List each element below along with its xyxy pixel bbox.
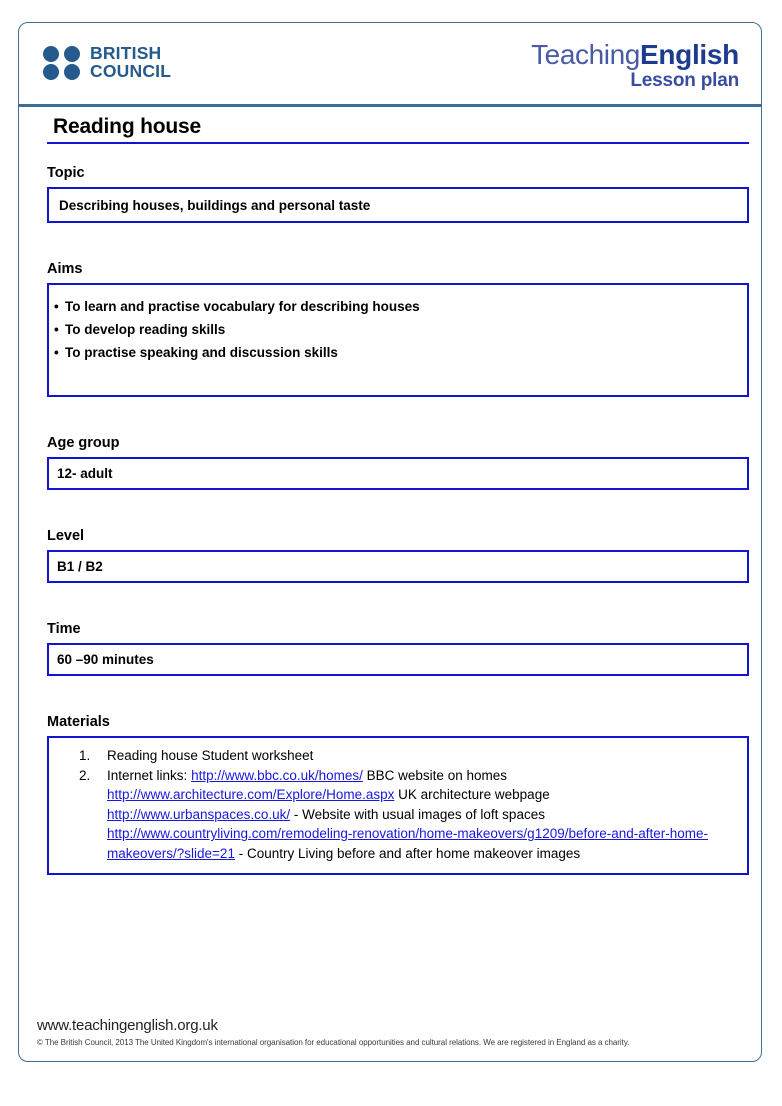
- title-underline: [47, 142, 749, 144]
- link-note: BBC website on homes: [362, 767, 507, 783]
- aims-box: [47, 283, 749, 397]
- list-number: 2.: [79, 767, 91, 783]
- link-countryliving-makeovers[interactable]: http://www.countryliving.com/remodeling-renovation/home-makeovers/g1209/before-and-after-home-makeovers/?slide=21: [107, 826, 709, 861]
- aim-item: • To practise speaking and discussion skills: [49, 341, 747, 364]
- aim-item: • To develop reading skills: [49, 318, 747, 341]
- section-label-age-group: Age group: [47, 435, 120, 451]
- level-value: B1 / B2: [57, 559, 103, 574]
- section-materials: [33, 714, 751, 875]
- material-sub-line: [107, 824, 739, 863]
- material-sub-line: [107, 785, 739, 805]
- section-label-level: Level: [47, 528, 85, 544]
- link-note: UK architecture webpage: [394, 787, 550, 803]
- english-word: English: [639, 39, 739, 70]
- spacer: [33, 490, 751, 528]
- section-time: [33, 621, 751, 676]
- list-item: [79, 746, 739, 766]
- materials-box: [47, 736, 749, 875]
- four-dots-logo-icon: [43, 46, 82, 80]
- topic-box: [47, 187, 749, 223]
- spacer: [33, 676, 751, 714]
- section-label-aims: Aims: [47, 261, 83, 277]
- document-header: [19, 23, 761, 103]
- aim-item: • To learn and practise vocabulary for describing houses: [49, 295, 747, 318]
- lesson-plan-subtitle: Lesson plan: [630, 69, 739, 91]
- document-page-frame: [18, 22, 762, 1062]
- level-box: [47, 550, 749, 583]
- topic-value: Describing houses, buildings and personal taste: [59, 197, 371, 213]
- material-text: Reading house Student worksheet: [107, 748, 314, 763]
- british-council-wordmark: [90, 45, 171, 80]
- british-council-logo: [43, 45, 171, 80]
- time-box: [47, 643, 749, 676]
- section-age-group: [33, 435, 751, 490]
- header-divider: [19, 104, 761, 107]
- link-note: - Website with usual images of loft spaces: [290, 806, 545, 822]
- document-footer: [37, 1017, 745, 1047]
- footer-website-url: www.teachingenglish.org.uk: [37, 1017, 218, 1034]
- page-title: Reading house: [53, 115, 201, 138]
- age-group-value: 12- adult: [57, 466, 113, 481]
- time-value: 60 –90 minutes: [57, 652, 154, 667]
- section-aims: [33, 261, 751, 397]
- british-council-line1: BRITISH: [90, 43, 162, 63]
- section-label-topic: Topic: [47, 165, 85, 181]
- british-council-line2: COUNCIL: [90, 60, 172, 81]
- material-lead-text: Internet links:: [107, 767, 188, 783]
- footer-copyright: © The British Council, 2013 The United Kingdom's international organisation for educational opportunities and cultural relations. We are registered in England as a charity.: [37, 1038, 630, 1047]
- spacer: [33, 397, 751, 435]
- spacer: [33, 223, 751, 261]
- material-sub-line: [107, 805, 739, 825]
- section-label-materials: Materials: [47, 714, 110, 730]
- teaching-english-wordmark: [531, 41, 739, 70]
- spacer: [33, 583, 751, 621]
- link-bbc-homes[interactable]: http://www.bbc.co.uk/homes/: [191, 767, 363, 783]
- section-topic: [33, 165, 751, 223]
- section-label-time: Time: [47, 621, 81, 637]
- age-group-box: [47, 457, 749, 490]
- teaching-word: Teaching: [531, 39, 640, 70]
- list-item: [79, 766, 739, 864]
- teaching-english-logo: [531, 41, 739, 90]
- link-architecture-com[interactable]: http://www.architecture.com/Explore/Home.aspx: [107, 787, 395, 803]
- link-urbanspaces[interactable]: http://www.urbanspaces.co.uk/: [107, 806, 291, 822]
- document-body: [33, 165, 751, 875]
- document-title-block: [33, 115, 749, 144]
- link-note: - Country Living before and after home makeover images: [234, 845, 581, 861]
- list-number: 1.: [79, 748, 91, 763]
- materials-list: [49, 746, 739, 863]
- section-level: [33, 528, 751, 583]
